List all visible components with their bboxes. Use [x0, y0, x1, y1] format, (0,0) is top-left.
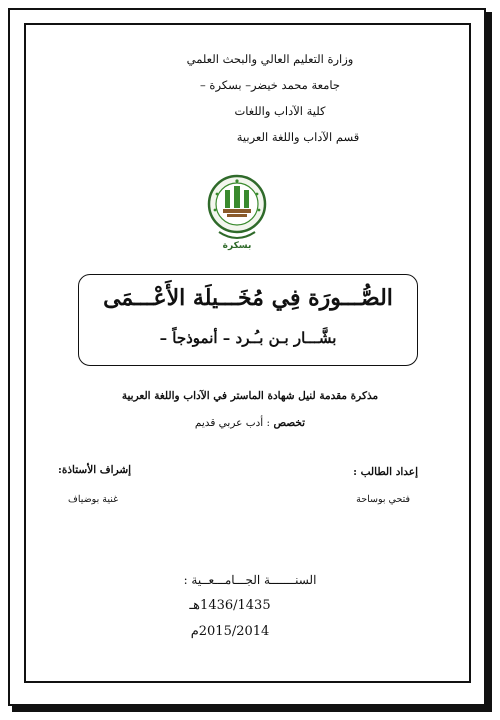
- specialization-label: تخصص: [273, 417, 306, 429]
- institution-header: [120, 46, 420, 150]
- seal-text: بسكرة: [222, 241, 252, 251]
- specialization-value: : أدب عربي قديم: [194, 417, 271, 429]
- frame-shadow-right: [486, 12, 492, 710]
- department-line: قسم الآداب واللغة العربية: [236, 130, 360, 144]
- frame-shadow-bottom: [12, 706, 492, 712]
- title-box: [78, 274, 418, 366]
- faculty-line: كلية الآداب واللغات: [234, 104, 326, 118]
- thesis-subtitle: بشَّـــار بـن بـُـرد – أنموذجاً –: [159, 329, 337, 347]
- academic-year-gregorian: 2015/2014م: [190, 624, 270, 639]
- university-seal-icon: [205, 172, 269, 252]
- student-name: فتحي بوساحة: [356, 494, 410, 505]
- supervisor-label: إشراف الأستاذة:: [58, 464, 132, 476]
- ministry-line: وزارة التعليم العالي والبحث العلمي: [186, 52, 354, 66]
- supervisor-name: غنية بوضياف: [68, 494, 119, 505]
- academic-year-label: السنـــــــة الجـــامـــعــية :: [183, 573, 317, 587]
- memo-statement: مذكرة مقدمة لنيل شهادة الماستر في الآداب واللغة العربية: [121, 390, 379, 402]
- thesis-title: الصُّـــورَة فِي مُخَـــيلَة الأَعْـــمَى: [103, 285, 393, 311]
- specialization-line: [120, 417, 380, 429]
- student-label: إعداد الطالب :: [353, 466, 418, 478]
- university-line: جامعة محمد خيضر– بسكرة –: [200, 78, 340, 92]
- academic-year-hijri: 1436/1435هـ: [189, 598, 271, 613]
